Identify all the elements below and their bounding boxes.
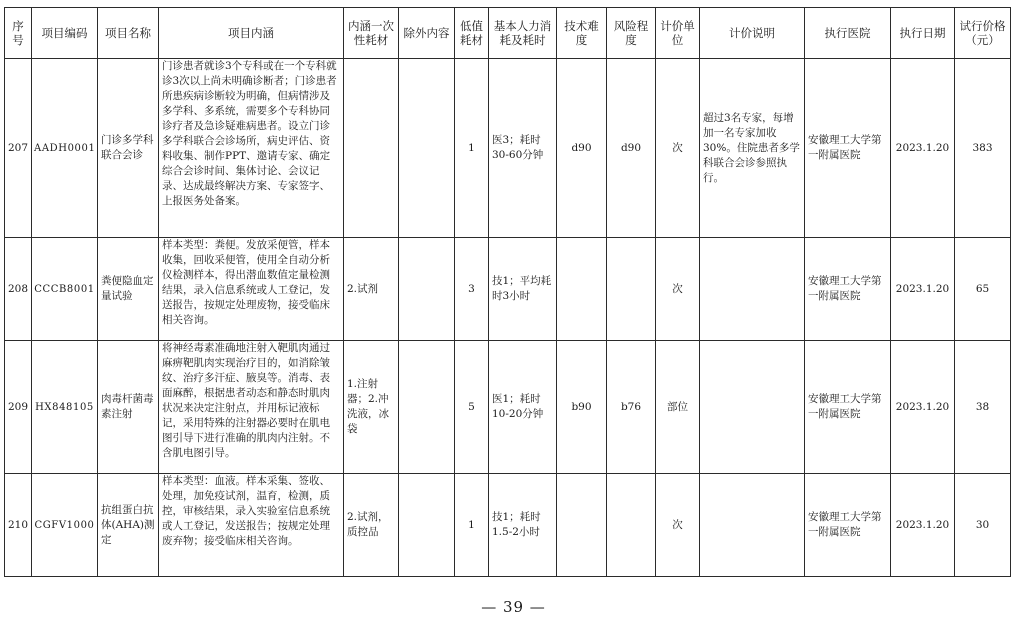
- cell-consumable: 2.试剂，质控品: [344, 474, 399, 577]
- cell-seq: 209: [5, 341, 32, 474]
- header-seq: 序号: [5, 8, 32, 59]
- cell-labor: 医3；耗时30-60分钟: [489, 59, 557, 238]
- table-row: [5, 238, 1011, 341]
- cell-excluded: [399, 474, 455, 577]
- cell-risk: [607, 238, 656, 341]
- cell-code: HX848105: [32, 341, 98, 474]
- cell-unit: 次: [656, 238, 700, 341]
- header-price: 试行价格（元）: [955, 8, 1011, 59]
- header-code: 项目编码: [32, 8, 98, 59]
- cell-content: 门诊患者就诊3个专科或在一个专科就诊3次以上尚未明确诊断者；门诊患者所患疾病诊断较为明确，但病情涉及多学科、多系统，需要多个专科协同诊疗者及急诊疑难病患者。设立门诊多学科联合会诊场所，病史评估、资料收集、制作PPT、邀请专家、确定综合会诊时间、集体讨论、会议记录、达成最终解决方案、专家签字、上报医务处备案。: [159, 59, 344, 238]
- cell-difficulty: d90: [557, 59, 607, 238]
- cell-content: 将神经毒素准确地注射入靶肌肉通过麻痹靶肌肉实现治疗目的，如消除皱纹、治疗多汗症、腋臭等。消毒、表面麻醉，根据患者动态和静态时肌肉状况来决定注射点，并用标记液标记，采用特殊的注射器必要时在肌电图引导下进行准确的肌肉内注射。不含肌电图引导。: [159, 341, 344, 474]
- cell-date: 2023.1.20: [891, 341, 955, 474]
- header-excluded: 除外内容: [399, 8, 455, 59]
- cell-risk: b76: [607, 341, 656, 474]
- cell-seq: 208: [5, 238, 32, 341]
- table-row: [5, 341, 1011, 474]
- header-note: 计价说明: [700, 8, 805, 59]
- cell-price: 65: [955, 238, 1011, 341]
- cell-content: 样本类型：粪便。发放采便管，样本收集，回收采便管，使用全自动分析仪检测样本，得出潜血数值定量检测结果，录入信息系统或人工登记，发送报告，按规定处理废物，接受临床相关咨询。: [159, 238, 344, 341]
- cell-name: 抗组蛋白抗体(AHA)测定: [98, 474, 159, 577]
- cell-note: [700, 341, 805, 474]
- cell-code: CGFV1000: [32, 474, 98, 577]
- cell-risk: d90: [607, 59, 656, 238]
- cell-low-value: 5: [455, 341, 489, 474]
- cell-hospital: 安徽理工大学第一附属医院: [805, 341, 891, 474]
- cell-unit: 次: [656, 474, 700, 577]
- cell-consumable: [344, 59, 399, 238]
- cell-date: 2023.1.20: [891, 474, 955, 577]
- cell-hospital: 安徽理工大学第一附属医院: [805, 474, 891, 577]
- cell-low-value: 3: [455, 238, 489, 341]
- header-risk: 风险程度: [607, 8, 656, 59]
- cell-content: 样本类型：血液。样本采集、签收、处理，加免疫试剂，温育，检测，质控，审核结果，录入实验室信息系统或人工登记，发送报告；按规定处理废弃物；接受临床相关咨询。: [159, 474, 344, 577]
- cell-date: 2023.1.20: [891, 238, 955, 341]
- header-row: [5, 8, 1011, 59]
- cell-risk: [607, 474, 656, 577]
- cell-hospital: 安徽理工大学第一附属医院: [805, 238, 891, 341]
- price-table: [4, 7, 1011, 577]
- cell-code: AADH0001: [32, 59, 98, 238]
- cell-difficulty: [557, 238, 607, 341]
- cell-labor: 医1；耗时10-20分钟: [489, 341, 557, 474]
- cell-seq: 207: [5, 59, 32, 238]
- cell-note: [700, 474, 805, 577]
- cell-date: 2023.1.20: [891, 59, 955, 238]
- cell-price: 30: [955, 474, 1011, 577]
- cell-hospital: 安徽理工大学第一附属医院: [805, 59, 891, 238]
- table-row: [5, 474, 1011, 577]
- cell-labor: 技1；平均耗时3小时: [489, 238, 557, 341]
- cell-note: 超过3名专家，每增加一名专家加收30%。住院患者多学科联合会诊参照执行。: [700, 59, 805, 238]
- cell-price: 38: [955, 341, 1011, 474]
- cell-code: CCCB8001: [32, 238, 98, 341]
- cell-name: 肉毒杆菌毒素注射: [98, 341, 159, 474]
- cell-unit: 次: [656, 59, 700, 238]
- cell-difficulty: b90: [557, 341, 607, 474]
- cell-low-value: 1: [455, 59, 489, 238]
- page-number: — 39 —: [481, 598, 546, 616]
- cell-unit: 部位: [656, 341, 700, 474]
- cell-name: 门诊多学科联合会诊: [98, 59, 159, 238]
- cell-price: 383: [955, 59, 1011, 238]
- cell-excluded: [399, 238, 455, 341]
- cell-seq: 210: [5, 474, 32, 577]
- cell-excluded: [399, 341, 455, 474]
- header-low-value: 低值耗材: [455, 8, 489, 59]
- cell-note: [700, 238, 805, 341]
- header-name: 项目名称: [98, 8, 159, 59]
- header-hospital: 执行医院: [805, 8, 891, 59]
- header-consumable: 内涵一次性耗材: [344, 8, 399, 59]
- cell-difficulty: [557, 474, 607, 577]
- cell-labor: 技1；耗时1.5-2小时: [489, 474, 557, 577]
- header-content: 项目内涵: [159, 8, 344, 59]
- cell-consumable: 2.试剂: [344, 238, 399, 341]
- cell-excluded: [399, 59, 455, 238]
- table-row: [5, 59, 1011, 238]
- header-difficulty: 技术难度: [557, 8, 607, 59]
- header-date: 执行日期: [891, 8, 955, 59]
- cell-low-value: 1: [455, 474, 489, 577]
- cell-consumable: 1.注射器；2.冲洗液，冰袋: [344, 341, 399, 474]
- cell-name: 粪便隐血定量试验: [98, 238, 159, 341]
- header-unit: 计价单位: [656, 8, 700, 59]
- header-labor: 基本人力消耗及耗时: [489, 8, 557, 59]
